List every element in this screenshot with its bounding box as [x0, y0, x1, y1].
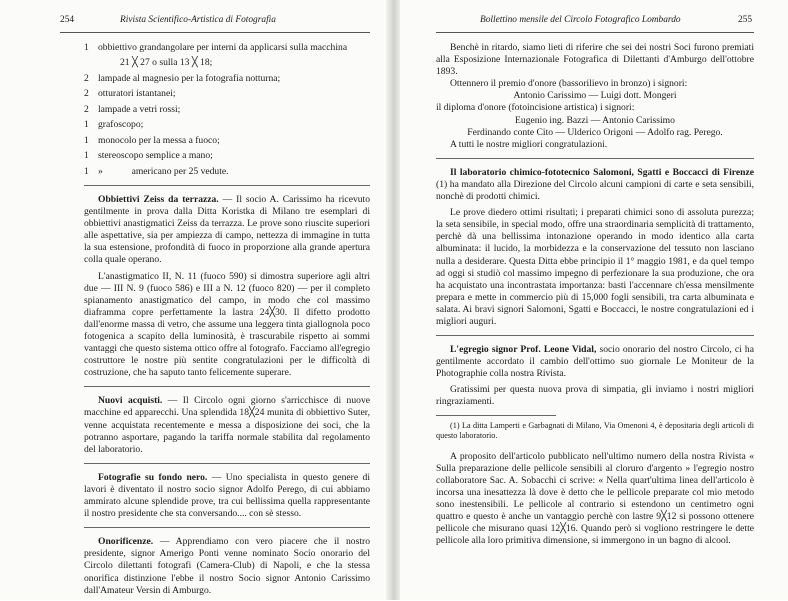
acquisti-heading: Nuovi acquisti. — [98, 395, 163, 407]
right-running-title: Bollettino mensile del Circolo Fotografico Lombardo — [480, 15, 681, 25]
section-divider — [84, 185, 370, 186]
congratulations-line: A tutti le nostre migliori congratulazioni. — [450, 138, 608, 150]
amburgo-paragraph: Benchè in ritardo, siamo lieti di riferire che sei dei nostri Soci furono premiati alla Esposizione Internazionale Fotografica di Dilettanti d'Amburgo dell'ottobre 1893. — [436, 42, 754, 78]
fondo-nero-heading: Fotografie su fondo nero. — [98, 471, 208, 483]
footnote-rule — [436, 415, 556, 416]
section-divider — [84, 527, 370, 528]
footnote: (1) La ditta Lamperti e Garbagnati di Milano, Via Omenoni 4, è depositaria degli articoli di questo laboratorio. — [436, 420, 754, 440]
anastigmatico-paragraph: L'anastigmatico II, N. 11 (fuoco 590) si dimostra superiore agli altri due — III N. 9 (fuoco 586) e III a N. 12 (fuoco 820) — per il completo spianamento anastigmatico del campo, in modo che col massimo diaframma copre perfettamente la lastra 24╳30. Il difetto prodotto dall'enorme massa di vetro, che assume una leggera tinta giallognola poco fotogenica a scapito della luminosità, è trascurabile rispetto ai sommi vantaggi che questo sistema ottico offre al fotografo. Facciamo all'egregio costruttore le nostre più sentite congratulazioni per le difficoltà di costruzione, che ha saputo tanto felicemente superare. — [84, 270, 370, 379]
list-item: 1 » americano per 25 vedute. — [84, 165, 229, 177]
vidal-section — [436, 344, 754, 380]
vidal-text: socio onorario del nostro Circolo, ci ha gentilmente accordato il cambio dell'ottimo suo giornale Le Moniteur de la Photographie colla nostra Rivista. — [436, 344, 754, 380]
list-item: 1 obbiettivo grandangolare per interni da applicarsi sulla macchina — [84, 42, 348, 53]
premio-line: Ottennero il premio d'onore (bassorilievo in bronzo) i signori: — [450, 78, 688, 90]
proposito-paragraph: A proposito dell'articolo pubblicato nell'ultimo numero della nostra Rivista « Sulla preparazione delle pellicole sensibili al cloruro d'argento » l'egregio nostro collaboratore Sac. A. Sobacchi ci scrive: « Nella quart'ultima linea dell'articolo è incorsa una inesattezza là dove è detto che le pellicole preparate col mio metodo sono inestensibili. Le pellicole al contrario si estendono un centimetro ogni quattro e questo è anche un vantaggio perchè con lastre 9╳12 si possono ottenere pellicole che misurano quasi 12╳16. Quando però si vogliono restringere le dette pellicole alla loro primitiva dimensione, si immergono in un bagno di alcool. — [436, 450, 754, 547]
left-page-number: 254 — [60, 15, 75, 25]
vidal-heading: L'egregio signor Prof. Leone Vidal, — [450, 344, 597, 356]
book-gutter — [386, 0, 400, 600]
diploma-names-2: Ferdinando conte Cito — Ulderico Origoni — Adolfo rag. Perego. — [467, 126, 723, 138]
left-page — [0, 0, 386, 600]
acquisti-text: — Il Circolo ogni giorno s'arricchisce di nuove macchine ed apparecchi. Una splendida 18╳24 munita di obbiettivo Suter, venne acquistata recentemente e messa a disposizione dei soci, che la potranno asportare, pagando la tariffa normale stabilita dal regolamento del laboratorio. — [84, 395, 370, 455]
fondo-nero-section — [84, 472, 370, 520]
right-page-content — [436, 42, 754, 551]
equipment-list — [84, 42, 370, 178]
premio-names: Antonio Carissimo — Luigi dott. Mongeri — [513, 90, 677, 102]
right-running-header — [436, 15, 774, 29]
onorificenze-heading: Onorificenze. — [98, 536, 154, 548]
section-divider — [84, 463, 370, 464]
zeiss-text: — Il socio A. Carissimo ha ricevuto gentilmente in prova dalla Ditta Koristka di Milano tre esemplari di obbiettivi anastigmatici Zeiss da terrazza. Le prove sono riuscite superiori alle aspettative, sia per ampiezza di campo, nettezza di immagine in tutta la sua estensione, profondità di fuoco in proporzione alla grande apertura colla quale operano. — [84, 193, 371, 266]
fondo-nero-text: — Uno specialista in questo genere di lavori è diventato il nostro socio signor Adolfo Perego, di cui abbiamo ammirato alcune splendide prove, tra cui bellissima quella rappresentante il nostro presidente che sta conversando.... con sè stesso. — [84, 471, 370, 520]
left-header-rule — [60, 32, 370, 33]
list-item: 2 lampade a vetri rossi; — [84, 103, 181, 115]
right-page-number: 255 — [737, 15, 752, 25]
section-divider — [436, 335, 754, 336]
list-item: 2 otturatori istantanei; — [84, 88, 176, 100]
laboratorio-section — [436, 167, 754, 203]
list-item: 1 grafoscopo; — [84, 119, 144, 131]
section-divider — [84, 386, 370, 387]
right-page — [400, 0, 788, 600]
diploma-names-1: Eugenio ing. Bazzi — Antonio Carissimo — [515, 114, 675, 126]
gratissimi-paragraph: Gratissimi per questa nuova prova di simpatia, gli inviamo i nostri migliori ringraziamenti. — [436, 384, 754, 408]
laboratorio-text: (1) ha mandato alla Direzione del Circolo alcuni campioni di carte e seta sensibili, nonchè di prodotti chimici. — [436, 178, 754, 203]
list-item: 21 ╳ 27 o sulla 13 ╳ 18; — [120, 57, 213, 69]
acquisti-section — [84, 395, 370, 455]
prove-paragraph: Le prove diedero ottimi risultati; i preparati chimici sono di assoluta purezza; la seta sensibile, in special modo, offre una straordinaria semplicità di trattamento, perchè dà una bellissima intonazione operando in modo identico alla carta albuminata: il lucido, la morbidezza e la conservazione del tessuto non lasciano nulla a desiderare. Questa Ditta ebbe principio il 1° maggio 1981, e da quel tempo ad oggi si studiò col massimo impegno di perfezionare la sua produzione, che ora ha acquistato una incontrastata importanza: basti l'accennare ch'essa mensilmente prepara e mette in commercio più di 15,000 fogli sensibili, tra carta albuminata e salata. Ai bravi signori Salomoni, Sgatti e Boccacci, le nostre congratulazioni ed i migliori auguri. — [436, 207, 754, 327]
list-item: 2 lampade al magnesio per la fotografia notturna; — [84, 72, 281, 84]
right-header-rule — [436, 32, 754, 33]
onorificenze-section — [84, 536, 370, 596]
diploma-line: il diploma d'onore (fotoincisione artistica) i signori: — [436, 102, 635, 114]
laboratorio-heading: Il laboratorio chimico-fototecnico Salomoni, Sgatti e Boccacci di Firenze — [450, 166, 754, 178]
left-running-title: Rivista Scientifico-Artistica di Fotografia — [120, 15, 276, 25]
onorificenze-text: — Apprendiamo con vero piacere che il nostro presidente, signor Amerigo Ponti venne nominato Socio onorario del Circolo dilettanti fotografi (Camera-Club) di Napoli, e che la stessa onorifica distinzione l'ebbe il nostro Socio signor Antonio Carissimo dall'Amateur Versin di Amburgo. — [84, 536, 370, 596]
zeiss-heading: Obbiettivi Zeiss da terrazza. — [98, 193, 219, 205]
left-running-header — [60, 15, 380, 29]
left-page-content — [84, 42, 370, 601]
list-item: 1 stereoscopo semplice a mano; — [84, 150, 213, 162]
zeiss-section — [84, 194, 370, 267]
section-divider — [436, 158, 754, 159]
list-item: 1 monocolo per la messa a fuoco; — [84, 134, 220, 146]
